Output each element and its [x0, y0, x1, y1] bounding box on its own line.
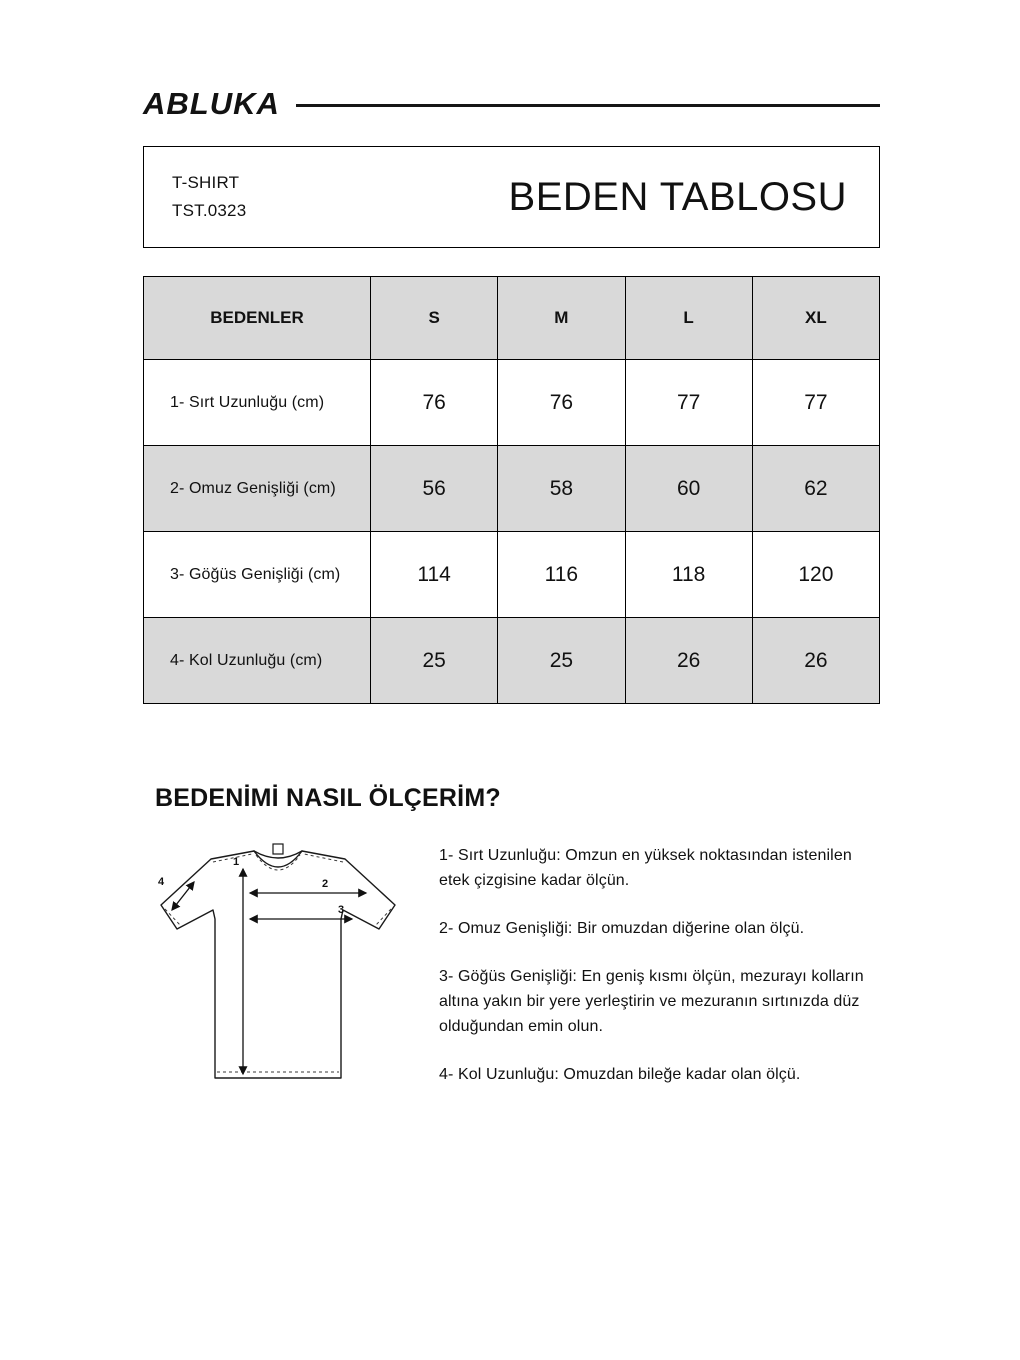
column-header-s: S [371, 277, 498, 360]
tshirt-measurement-diagram-icon [143, 835, 428, 1105]
row-label: 3- Göğüs Genişliği (cm) [144, 532, 371, 618]
row-label: 4- Kol Uzunluğu (cm) [144, 618, 371, 704]
instruction-back-length: 1- Sırt Uzunluğu: Omzun en yüksek noktasından istenilen etek çizgisine kadar ölçün. [439, 847, 852, 889]
cell-value: 26 [625, 618, 752, 704]
page-title: BEDEN TABLOSU [508, 174, 847, 219]
sleeve-length-arrow [172, 882, 194, 910]
header-rule [296, 104, 880, 107]
product-info-box [143, 146, 880, 248]
instruction-shoulder-width: 2- Omuz Genişliği: Bir omuzdan diğerine olan ölçü. [439, 920, 805, 937]
product-info [172, 169, 246, 225]
column-header-l: L [625, 277, 752, 360]
tshirt-outline [161, 851, 395, 1078]
column-header-xl: XL [752, 277, 879, 360]
cell-value: 60 [625, 446, 752, 532]
cell-value: 76 [371, 360, 498, 446]
cell-value: 26 [752, 618, 879, 704]
cell-value: 62 [752, 446, 879, 532]
table-row-back-length [144, 360, 880, 446]
row-label: 1- Sırt Uzunluğu (cm) [144, 360, 371, 446]
product-code: TST.0323 [172, 201, 247, 220]
instruction-sleeve-length: 4- Kol Uzunluğu: Omuzdan bileğe kadar olan ölçü. [439, 1066, 801, 1083]
cell-value: 77 [625, 360, 752, 446]
diagram-label-4: 4 [157, 876, 165, 888]
table-row-chest-width [144, 532, 880, 618]
row-label: 2- Omuz Genişliği (cm) [144, 446, 371, 532]
size-table [143, 276, 880, 704]
measure-section [143, 835, 880, 1110]
cell-value: 116 [498, 532, 625, 618]
table-row-sleeve-length [144, 618, 880, 704]
cell-value: 118 [625, 532, 752, 618]
cell-value: 77 [752, 360, 879, 446]
cell-value: 120 [752, 532, 879, 618]
cell-value: 25 [371, 618, 498, 704]
cell-value: 58 [498, 446, 625, 532]
column-header-m: M [498, 277, 625, 360]
cell-value: 114 [371, 532, 498, 618]
content-column [143, 0, 880, 1110]
collar-tab [273, 844, 283, 854]
brand-header [143, 88, 880, 120]
brand-logo: ABLUKA [143, 86, 280, 121]
size-table-header-row [144, 277, 880, 360]
measure-instructions [439, 835, 880, 1110]
diagram-label-2: 2 [321, 878, 329, 890]
cell-value: 76 [498, 360, 625, 446]
cell-value: 25 [498, 618, 625, 704]
diagram-label-1: 1 [232, 856, 240, 868]
tshirt-diagram [143, 835, 431, 1110]
instruction-chest-width: 3- Göğüs Genişliği: En geniş kısmı ölçün, mezurayı kolların altına yakın bir yere yerleştirin ve mezuranın sırtınızda düz olduğundan emin olun. [439, 968, 864, 1035]
collar-seam [256, 855, 300, 870]
column-header-bedenler: BEDENLER [144, 277, 371, 360]
product-type: T-SHIRT [172, 173, 240, 192]
cell-value: 56 [371, 446, 498, 532]
measure-section-heading: BEDENİMİ NASIL ÖLÇERİM? [155, 784, 501, 812]
table-row-shoulder-width [144, 446, 880, 532]
diagram-label-3: 3 [337, 904, 345, 916]
